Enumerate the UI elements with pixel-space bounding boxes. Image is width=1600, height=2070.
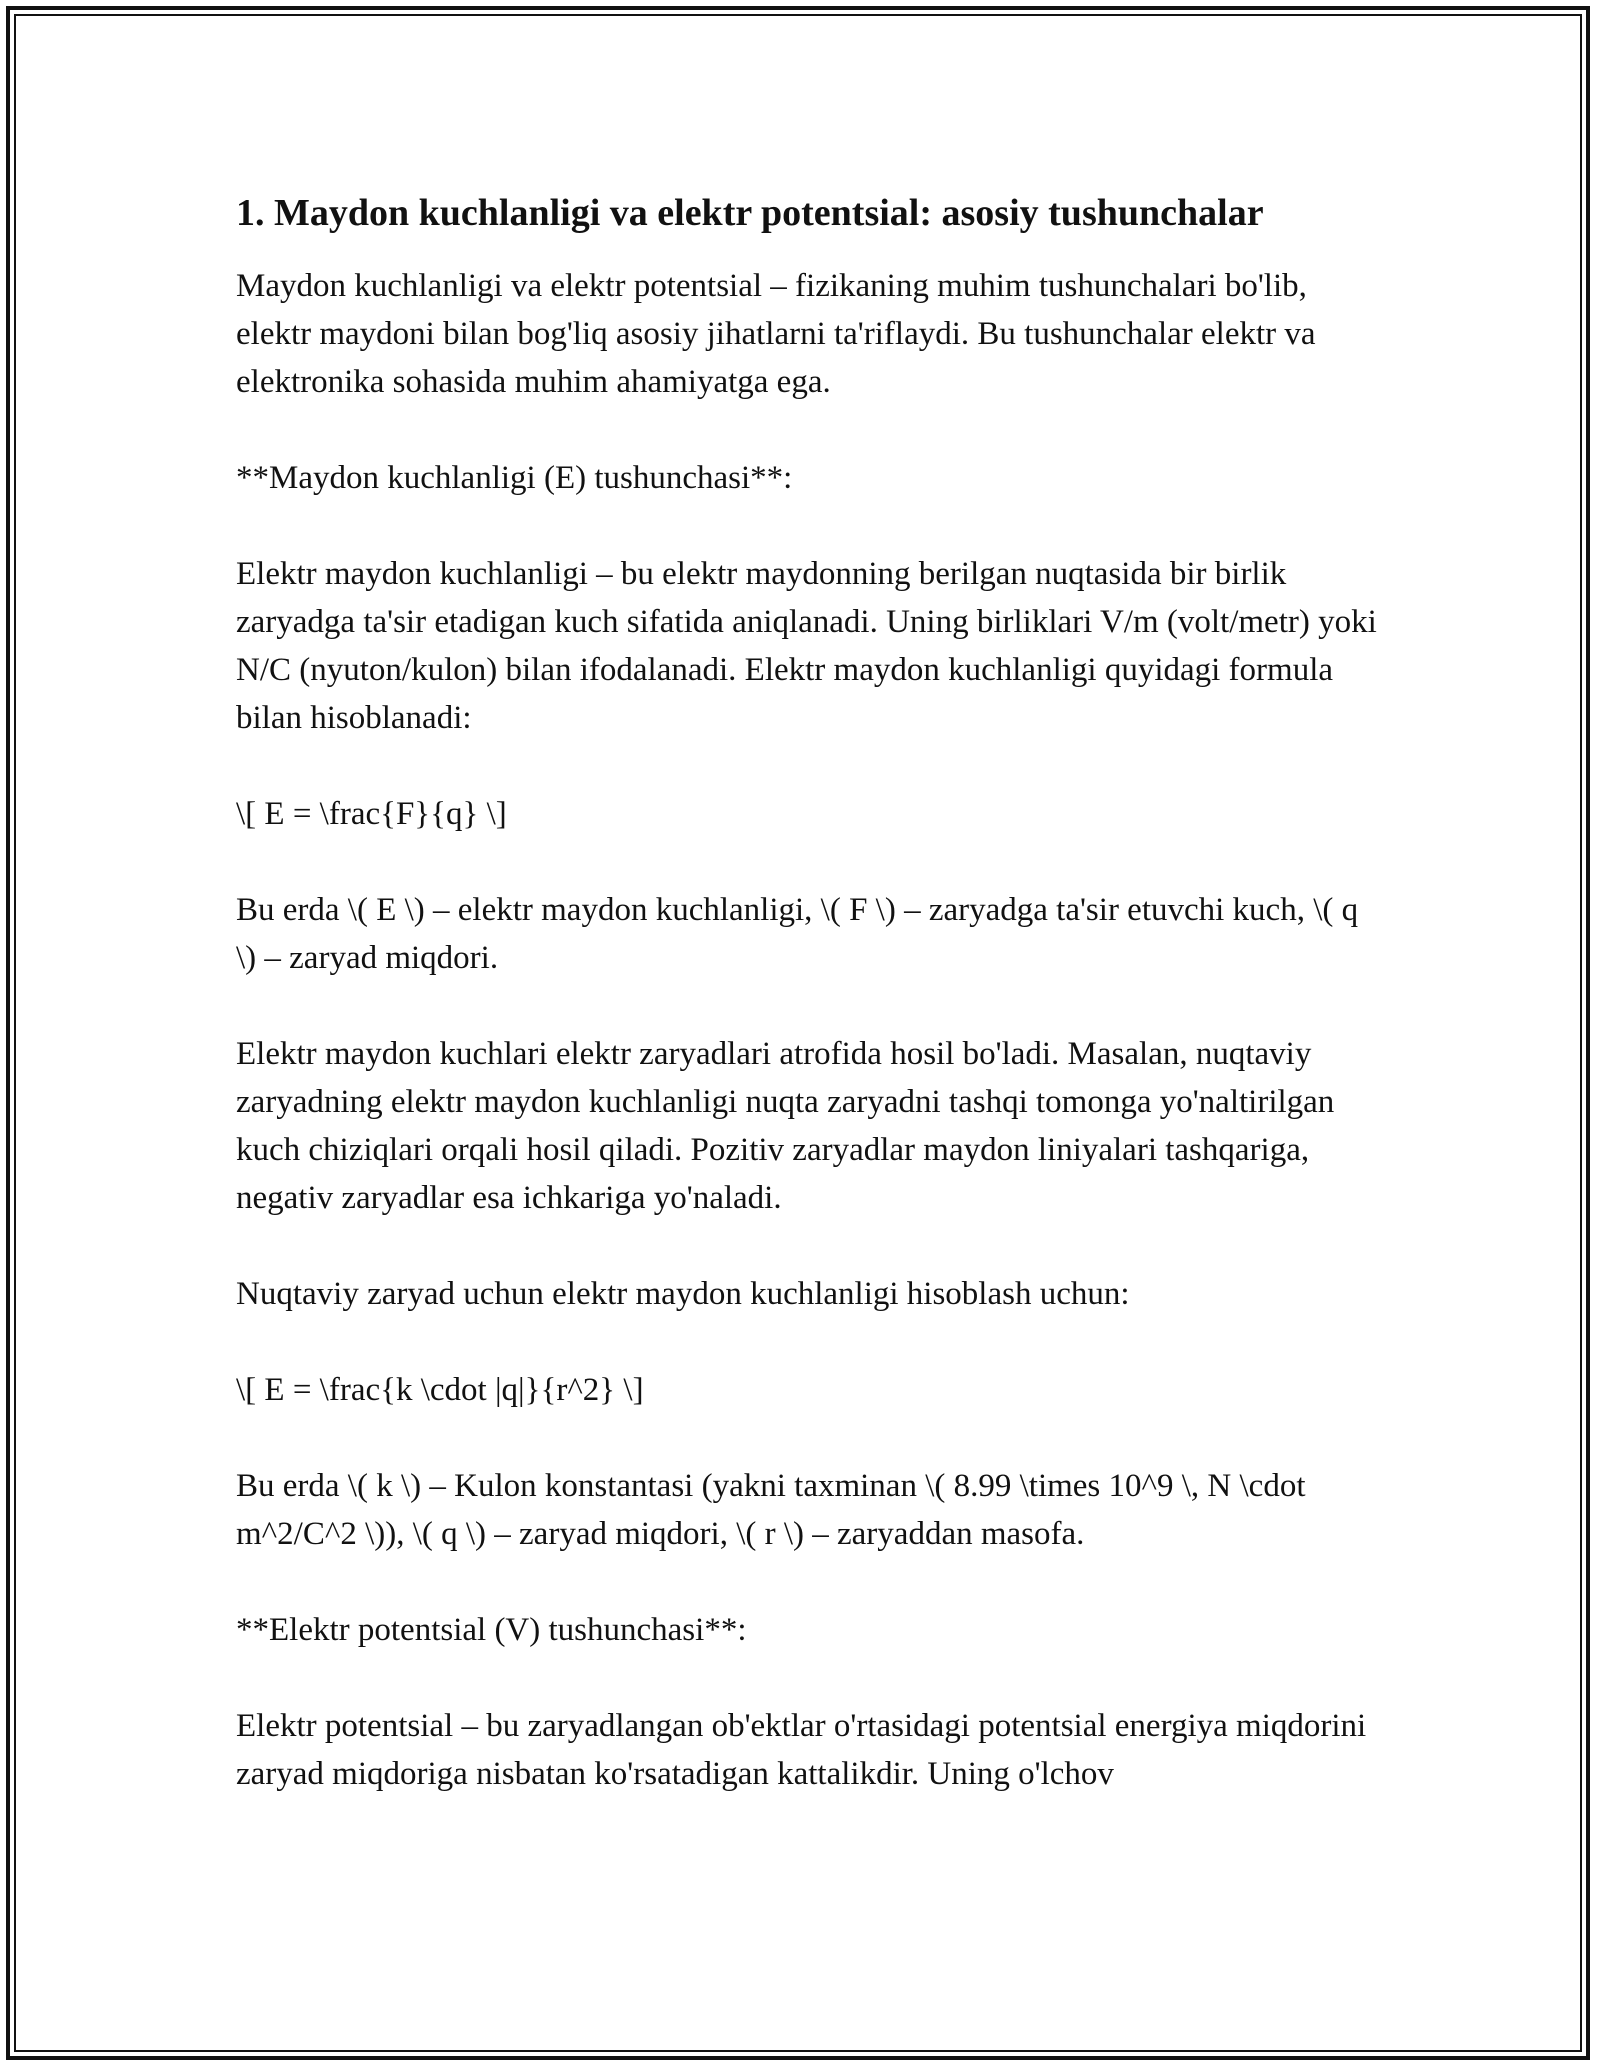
document-body	[236, 186, 1386, 1846]
field-lines-paragraph: Elektr maydon kuchlari elektr zaryadlari atrofida hosil bo'ladi. Masalan, nuqtaviy zaryadning elektr maydon kuchlanligi nuqta zaryadni tashqi tomonga yo'naltirilgan kuch chiziqlari orqali hosil qiladi. Pozitiv zaryadlar maydon liniyalari tashqariga, negativ zaryadlar esa ichkariga yo'naladi.	[236, 1036, 1335, 1216]
formula-explanation: Bu erda \( E \) – elektr maydon kuchlanligi, \( F \) – zaryadga ta'sir etuvchi kuch, \( q \) – zaryad miqdori.	[236, 892, 1359, 976]
formula-point-charge: \[ E = \frac{k \cdot |q|}{r^2} \]	[236, 1372, 644, 1408]
point-charge-intro: Nuqtaviy zaryad uchun elektr maydon kuchlanligi hisoblash uchun:	[236, 1276, 1130, 1312]
field-strength-subheading: **Maydon kuchlanligi (E) tushunchasi**:	[236, 460, 793, 496]
potential-definition: Elektr potentsial – bu zaryadlangan ob'ektlar o'rtasidagi potentsial energiya miqdorini zaryad miqdoriga nisbatan ko'rsatadigan kattalikdir. Uning o'lchov	[236, 1708, 1367, 1792]
formula-field-strength: \[ E = \frac{F}{q} \]	[236, 796, 507, 832]
coulomb-constant-explanation: Bu erda \( k \) – Kulon konstantasi (yakni taxminan \( 8.99 \times 10^9 \, N \cdot m^2/C^2 \)), \( q \) – zaryad miqdori, \( r \) – zaryaddan masofa.	[236, 1468, 1306, 1552]
intro-paragraph: Maydon kuchlanligi va elektr potentsial – fizikaning muhim tushunchalari bo'lib, elektr maydoni bilan bog'liq asosiy jihatlarni ta'riflaydi. Bu tushunchalar elektr va elektronika sohasida muhim ahamiyatga ega.	[236, 268, 1316, 400]
field-strength-definition: Elektr maydon kuchlanligi – bu elektr maydonning berilgan nuqtasida bir birlik zaryadga ta'sir etadigan kuch sifatida aniqlanadi. Uning birliklari V/m (volt/metr) yoki N/C (nyuton/kulon) bilan ifodalanadi. Elektr maydon kuchlanligi quyidagi formula bilan hisoblanadi:	[236, 556, 1377, 736]
section-heading: 1. Maydon kuchlanligi va elektr potentsial: asosiy tushunchalar	[236, 192, 1264, 234]
paragraph-list	[236, 262, 1386, 1798]
potential-subheading: **Elektr potentsial (V) tushunchasi**:	[236, 1612, 747, 1648]
